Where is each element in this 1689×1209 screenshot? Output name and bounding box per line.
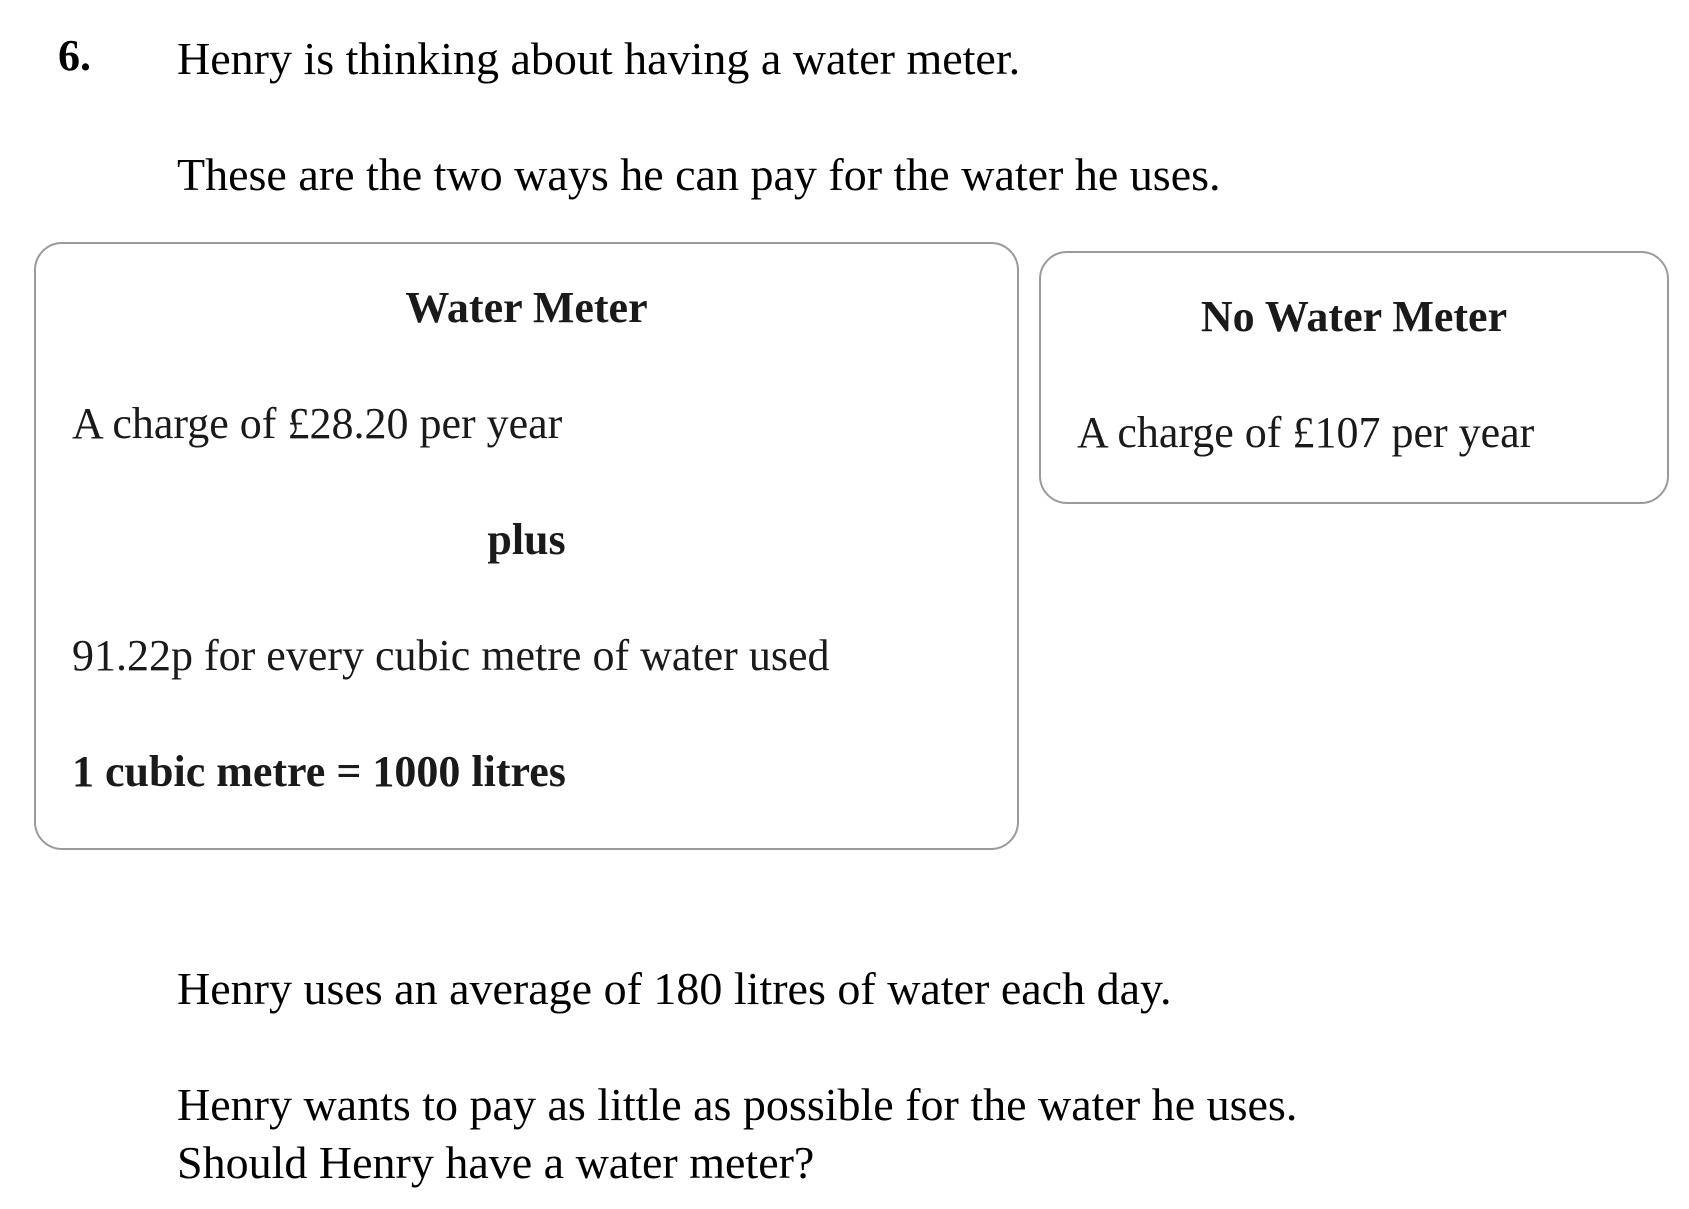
- question-number: 6.: [58, 31, 91, 80]
- goal-statement: Henry wants to pay as little as possible for the water he uses.: [177, 1079, 1298, 1130]
- final-question: Should Henry have a water meter?: [177, 1137, 815, 1188]
- water-meter-title: Water Meter: [405, 283, 648, 332]
- question-lead: These are the two ways he can pay for the water he uses.: [177, 149, 1221, 200]
- no-water-meter-charge: A charge of £107 per year: [1077, 408, 1535, 457]
- water-meter-box: [34, 242, 1019, 850]
- no-water-meter-title: No Water Meter: [1200, 292, 1508, 341]
- water-meter-charge: A charge of £28.20 per year: [72, 399, 563, 448]
- water-meter-rate: 91.22p for every cubic metre of water used: [72, 631, 830, 680]
- water-meter-conversion: 1 cubic metre = 1000 litres: [72, 747, 566, 796]
- water-meter-plus: plus: [487, 515, 566, 564]
- usage-statement: Henry uses an average of 180 litres of water each day.: [177, 963, 1172, 1014]
- question-intro: Henry is thinking about having a water meter.: [177, 33, 1021, 84]
- no-water-meter-box: [1039, 251, 1669, 504]
